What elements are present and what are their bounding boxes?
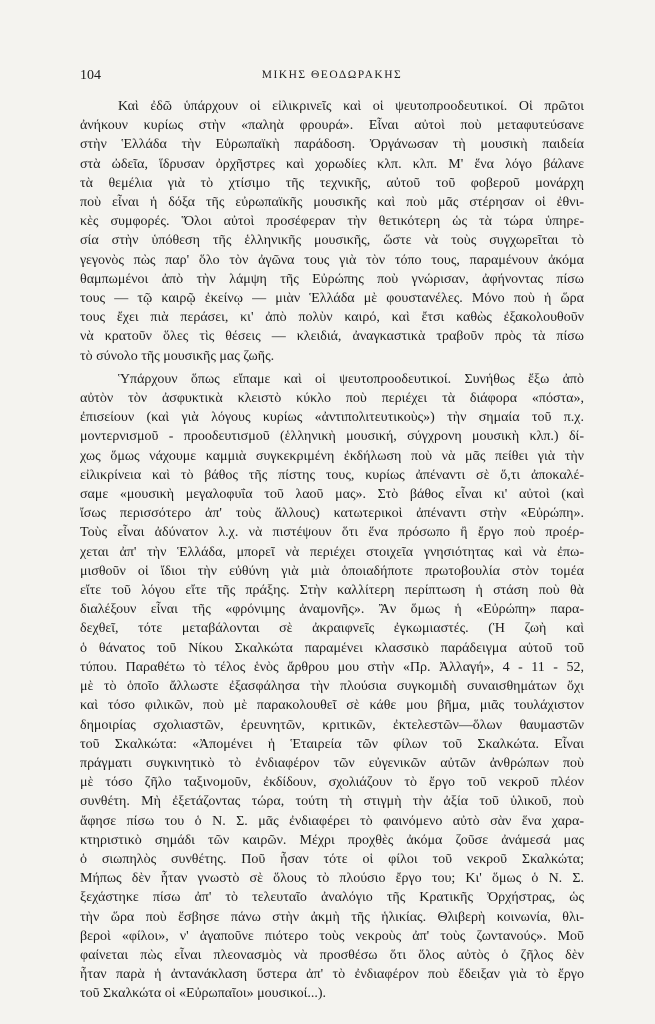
text-line: ὁ θάνατος τοῦ Νίκου Σκαλκώτα παραμένει κλασσικὸ παράδειγμα αὐτοῦ τοῦ xyxy=(80,640,584,656)
text-line: ὁ σιωπηλὸς συνθέτης. Ποῦ ἦσαν τότε οἱ φίλοι τοῦ νεκροῦ Σκαλκώτα; xyxy=(80,851,584,867)
text-line: τοῦ Σκαλκώτα: «Ἀπομένει ἡ Ἑταιρεία τῶν φίλων τοῦ Σκαλκώτα. Εἶναι xyxy=(80,736,584,752)
text-line: φαίνεται πὼς εἶναι πλεονασμὸς νὰ προσθέσω ὅτι ὅλος αὐτὸς ὁ ζῆλος δὲν xyxy=(80,947,584,963)
text-line: μοντερνισμοῦ - προοδευτισμοῦ (ἑλληνικὴ μουσική, σύγχρονη μουσικὴ κλπ.) δί- xyxy=(80,429,584,445)
text-line: τοῦ Σκαλκώτα οἱ «Εὐρωπαῖοι» μουσικοί...). xyxy=(80,986,327,1002)
text-line: στὴν Ἑλλάδα τὴν Εὐρωπαϊκὴ παράδοση. Ὀργάνωσαν τὴ μουσικὴ παιδεία xyxy=(80,137,584,153)
text-line: μὲ τὸ ὁποῖο ἄλλωστε ἐξασφάλησα τὴν πλούσια συγκομιδὴ συναισθημάτων ὄχι xyxy=(80,679,584,695)
text-line: μισθοῦν οἱ ἴδιοι τὴν εὐθύνη γιὰ μιὰ ὁποιαδήποτε πρωτοβουλία στὸν τομέα xyxy=(80,563,584,579)
text-line: τύπου. Παραθέτω τὸ τέλος ἑνὸς ἄρθρου μου στὴν «Πρ. Ἀλλαγή», 4 - 11 - 52, xyxy=(80,659,584,675)
running-head: ΜΙΚΗΣ ΘΕΟΔΩΡΑΚΗΣ xyxy=(261,69,403,81)
text-line: ξεχάστηκε πίσω ἀπ' τὸ τελευταῖο ἀναλόγιο τῆς Κρατικῆς Ὀρχήστρας, ὡς xyxy=(80,890,584,906)
text-line: εἴτε τοῦ λόγου εἴτε τῆς πράξης. Στὴν καλλίτερη περίπτωση ἡ στάση ποὺ θὰ xyxy=(80,583,584,599)
text-line: μὲ τόσο ζῆλο ταξινομοῦν, ἐκδίδουν, σχολιάζουν τὸ ἔργο τοῦ νεκροῦ πλέον xyxy=(80,775,584,791)
text-line: ἴσως περισσότερο ἀπ' τοὺς ἄλλους) κατωτερικοὶ ἀπέναντι στὴν «Εὐρώπη». xyxy=(80,506,584,522)
text-line: χεται ἀπ' τὴν Ἑλλάδα, μπορεῖ νὰ περιέχει στοιχεῖα γνησιότητας καὶ νὰ ἐπω- xyxy=(80,544,584,560)
text-line: καὶ τόσο φιλικῶν, ποὺ μὲ παρακολουθεῖ σὲ κάθε μου βῆμα, μιᾶς τουλάχιστον xyxy=(80,698,584,714)
text-line: θαμπωμένοι ἀπὸ τὴν λάμψη τῆς Εὐρώπης ποὺ γνώρισαν, ἀφήνοντας πίσω xyxy=(80,271,584,287)
text-line: κτηριστικὸ σημάδι τῶν καιρῶν. Μέχρι προχθὲς ἀκόμα ζοῦσε ἀνάμεσά μας xyxy=(80,832,584,848)
text-line: τους — τῷ καιρῷ ἐκείνῳ — μιὰν Ἑλλάδα μὲ φουστανέλες. Μόνο ποὺ ἡ ὥρα xyxy=(80,291,584,307)
text-line: εἰλικρίνεια καὶ τὸ βάθος τῆς πίστης τους, κυρίως ἀπέναντι σὲ ὅ,τι ἀποκαλέ- xyxy=(80,467,584,483)
text-line: δεχθεῖ, τότε μεταβάλονται σὲ ἀκραιφνεῖς ἐγκωμιαστές. (Ἡ ζωὴ καὶ xyxy=(80,621,584,637)
text-line: κὲς συμφορές. Ὅλοι αὐτοὶ προσέφεραν τὴν θετικότερη ὡς τὰ τώρα ὑπηρε- xyxy=(80,214,584,230)
text-line: Καὶ ἐδῶ ὑπάρχουν οἱ εἰλικρινεῖς καὶ οἱ ψευτοπροοδευτικοί. Οἱ πρῶτοι xyxy=(118,99,584,114)
text-line: τὴν ὥρα ποὺ ἔσβησε πάνω στὴν ἀκμὴ τῆς ἡλικίας. Θλιβερὴ κοινωνία, θλι- xyxy=(80,909,584,925)
text-line: τους ἔχει πιὰ περάσει, κι' ἀπὸ πολὺν καιρό, καὶ ἔτσι καθὼς ἐξακολουθοῦν xyxy=(80,310,584,326)
text-line: τὸ σύνολο τῆς μουσικῆς μας ζωῆς. xyxy=(80,348,275,364)
text-line: ἐπισείουν (καὶ γιὰ λόγους κυρίως «ἀντιπολιτευτικοὺς») τὴν σημαία τοῦ π.χ. xyxy=(80,410,584,426)
paragraph-1 xyxy=(80,97,584,366)
paragraph-2 xyxy=(80,370,584,1004)
body-text xyxy=(80,97,584,1004)
text-line: Μήπως δὲν ἦταν γνωστὸ σὲ ὅλους τὸ πλούσιο ἔργο του; Κι' ὅμως ὁ Ν. Σ. xyxy=(80,871,584,887)
text-line: γεγονὸς πὼς παρ' ὅλο τὸν ἀγῶνα τους γιὰ τὸν τόπο τους, παραμένουν ἀκόμα xyxy=(80,252,584,268)
text-line: Ὑπάρχουν ὅπως εἴπαμε καὶ οἱ ψευτοπροοδευτικοί. Συνήθως ἔξω ἀπὸ xyxy=(118,371,584,387)
text-line: σία στὴν ὑπόθεση τῆς ἑλληνικῆς μουσικῆς, ὥστε νὰ τοὺς συγχωρεῖται τὸ xyxy=(80,233,584,249)
text-line: διαλέξουν εἶναι τῆς «φρόνιμης ἀναμονῆς». Ἂν ὅμως ἡ «Εὐρώπη» παρα- xyxy=(80,602,584,618)
text-line: χως ὅμως νάχουμε καμμιὰ συγκεκριμένη ἐκδήλωση ποὺ νὰ μᾶς πείθει γιὰ τὴν xyxy=(80,448,584,464)
text-line: ἦταν παρὰ ἡ ἀντανάκλαση ὕστερα ἀπ' τὸ ἐνδιαφέρον ποὺ ἔδειξαν γιὰ τὸ ἔργο xyxy=(80,967,584,983)
text-line: στὰ ὠδεῖα, ἵδρυσαν ὀρχῆστρες καὶ χορωδίες κλπ. κλπ. Μ' ἕνα λόγο βάλανε xyxy=(80,156,584,172)
text-line: Τοὺς εἶναι ἀδύνατον λ.χ. νὰ πιστέψουν ὅτι ἕνα πρόσωπο ἢ ἔργο ποὺ προέρ- xyxy=(80,525,584,541)
text-line: σαμε «μουσικὴ μεγαλοφυΐα τοῦ λαοῦ μας». Στὸ βάθος εἶναι κι' αὐτοὶ (καὶ xyxy=(80,487,584,503)
page-header xyxy=(80,68,584,86)
text-line: τὰ θεμέλια γιὰ τὸ χτίσιμο τῆς τεχνικῆς, αὐτοῦ τοῦ φοβεροῦ μονάρχη xyxy=(80,175,584,191)
text-line: ἄφησε πίσω του ὁ Ν. Σ. μᾶς ἐνδιαφέρει τὸ φαινόμενο αὐτὸ σὰν ἕνα χαρα- xyxy=(80,813,584,829)
page-number: 104 xyxy=(80,68,101,83)
text-line: ἀνήκουν κυρίως στὴν «παληὰ φρουρά». Εἶναι αὐτοὶ ποὺ μεταφυτεύσανε xyxy=(80,118,584,134)
text-line: αὐτὸν τὸν ἀσφυκτικὰ κλειστὸ κύκλο ποὺ περιέχει τὰ διάφορα «πόστα», xyxy=(80,391,584,407)
text-line: νὰ κρατοῦν ὅλες τὶς θέσεις — κλειδιά, ἀναγκαστικὰ τραβοῦν πρὸς τὰ πίσω xyxy=(80,329,584,345)
text-line: ποὺ εἶναι ἡ δόξα τῆς εὐρωπαϊκῆς μουσικῆς καὶ ποὺ μᾶς στέρησαν οἱ ἐθνι- xyxy=(80,195,584,211)
text-line: δημοιρίας σχολιαστῶν, ἐρευνητῶν, κριτικῶν, ἐκτελεστῶν—ὅλων θαυμαστῶν xyxy=(80,717,584,733)
text-line: βεροὶ «φίλοι», ν' ἀγαποῦνε πιότερο τοὺς νεκροὺς ἀπ' τοὺς ζωντανούς». Μοῦ xyxy=(80,928,584,944)
text-line: συνθέτη. Μὴ ἐξετάζοντας τώρα, τούτη τὴ στιγμὴ τὴν ἀξία τοῦ ὑλικοῦ, ποὺ xyxy=(80,794,584,810)
text-line: πράγματι συγκινητικὸ τὸ ἐνδιαφέρον τῶν εὐγενικῶν αὐτῶν ἀνθρώπων ποὺ xyxy=(80,755,584,771)
